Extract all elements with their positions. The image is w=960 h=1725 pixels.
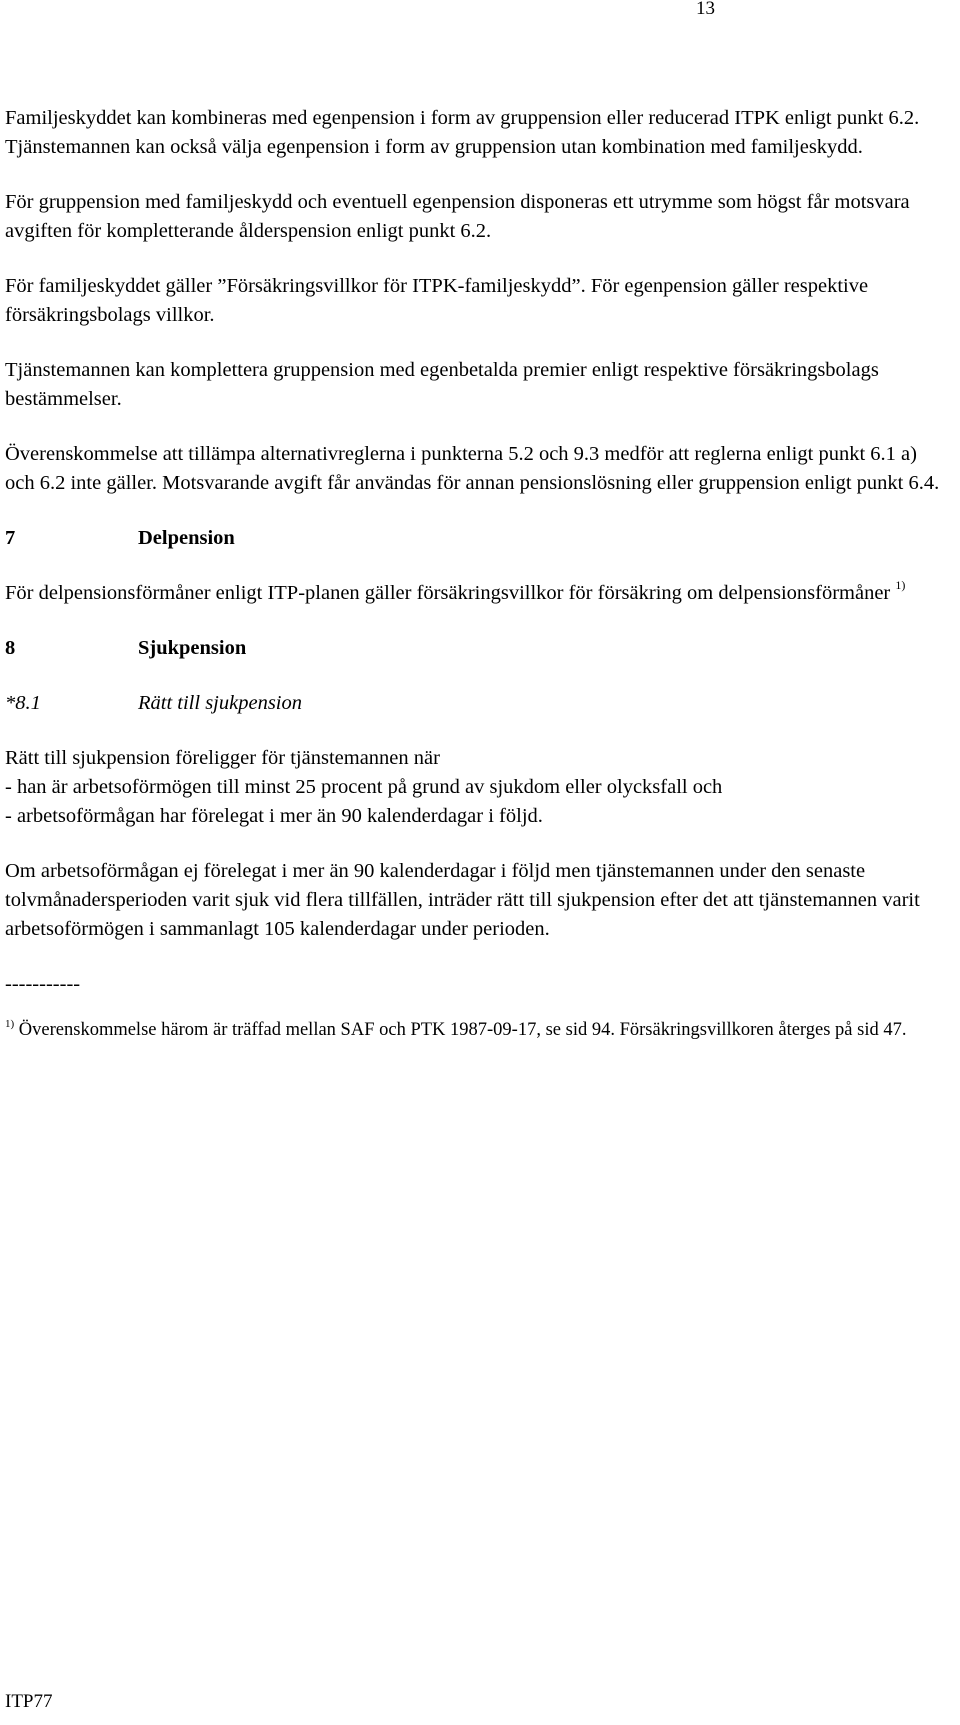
paragraph-villkor: För familjeskyddet gäller ”Försäkringsvillkor för ITPK-familjeskydd”. För egenpension gäller respektive försäkringsbolags villkor. bbox=[5, 275, 869, 326]
subsection-number: *8.1 bbox=[5, 692, 41, 714]
section-title: Sjukpension bbox=[138, 637, 247, 659]
document-body bbox=[5, 104, 945, 1043]
section-7-heading bbox=[5, 524, 945, 553]
paragraph-tolvmanadersperiod: Om arbetsoförmågan ej förelegat i mer än 90 kalenderdagar i följd men tjänstemannen under den senaste tolvmånadersperioden varit sjuk vid flera tillfällen, inträder rätt till sjukpension efter det att tjänstemannen varit arbetsoförmögen i sammanlagt 105 kalenderdagar under perioden. bbox=[5, 860, 920, 940]
paragraph-text: För delpensionsförmåner enligt ITP-planen gäller försäkringsvillkor för försäkring om delpensionsförmåner bbox=[5, 582, 891, 604]
footer-label: ITP77 bbox=[5, 1691, 53, 1712]
paragraph-delpension bbox=[5, 579, 945, 608]
footnote-marker: 1) bbox=[5, 1018, 15, 1030]
footnote bbox=[5, 1017, 945, 1043]
footnote-separator: ----------- bbox=[5, 973, 81, 995]
footnote-reference: 1) bbox=[895, 578, 906, 592]
section-number: 8 bbox=[5, 637, 16, 659]
section-number: 7 bbox=[5, 527, 16, 549]
page-number: 13 bbox=[696, 0, 715, 19]
footnote-text: Överenskommelse härom är träffad mellan SAF och PTK 1987-09-17, se sid 94. Försäkringsvillkoren återges på sid 47. bbox=[18, 1020, 907, 1040]
subsection-title: Rätt till sjukpension bbox=[138, 692, 302, 714]
paragraph-alternativregler: Överenskommelse att tillämpa alternativreglerna i punkterna 5.2 och 9.3 medför att reglerna enligt punkt 6.1 a) och 6.2 inte gäller. Motsvarande avgift får användas för annan pensionslösning eller gruppension enligt punkt 6.4. bbox=[5, 443, 940, 494]
subsection-8-1-heading bbox=[5, 689, 945, 718]
section-title: Delpension bbox=[138, 527, 235, 549]
section-8-heading bbox=[5, 634, 945, 663]
paragraph-utrymme: För gruppension med familjeskydd och eventuell egenpension disponeras ett utrymme som högst får motsvara avgiften för kompletterande ålderspension enligt punkt 6.2. bbox=[5, 191, 910, 242]
paragraph-familjeskydd-kombination: Familjeskyddet kan kombineras med egenpension i form av gruppension eller reducerad ITPK enligt punkt 6.2. Tjänstemannen kan också välja egenpension i form av gruppension utan kombination med familjeskydd. bbox=[5, 107, 920, 158]
conditions-intro: Rätt till sjukpension föreligger för tjänstemannen när bbox=[5, 747, 440, 769]
conditions-block bbox=[5, 744, 945, 831]
condition-item: - arbetsoförmågan har förelegat i mer än 90 kalenderdagar i följd. bbox=[5, 805, 543, 827]
condition-item: - han är arbetsoförmögen till minst 25 procent på grund av sjukdom eller olycksfall och bbox=[5, 776, 723, 798]
paragraph-komplettera: Tjänstemannen kan komplettera gruppension med egenbetalda premier enligt respektive försäkringsbolags bestämmelser. bbox=[5, 359, 879, 410]
